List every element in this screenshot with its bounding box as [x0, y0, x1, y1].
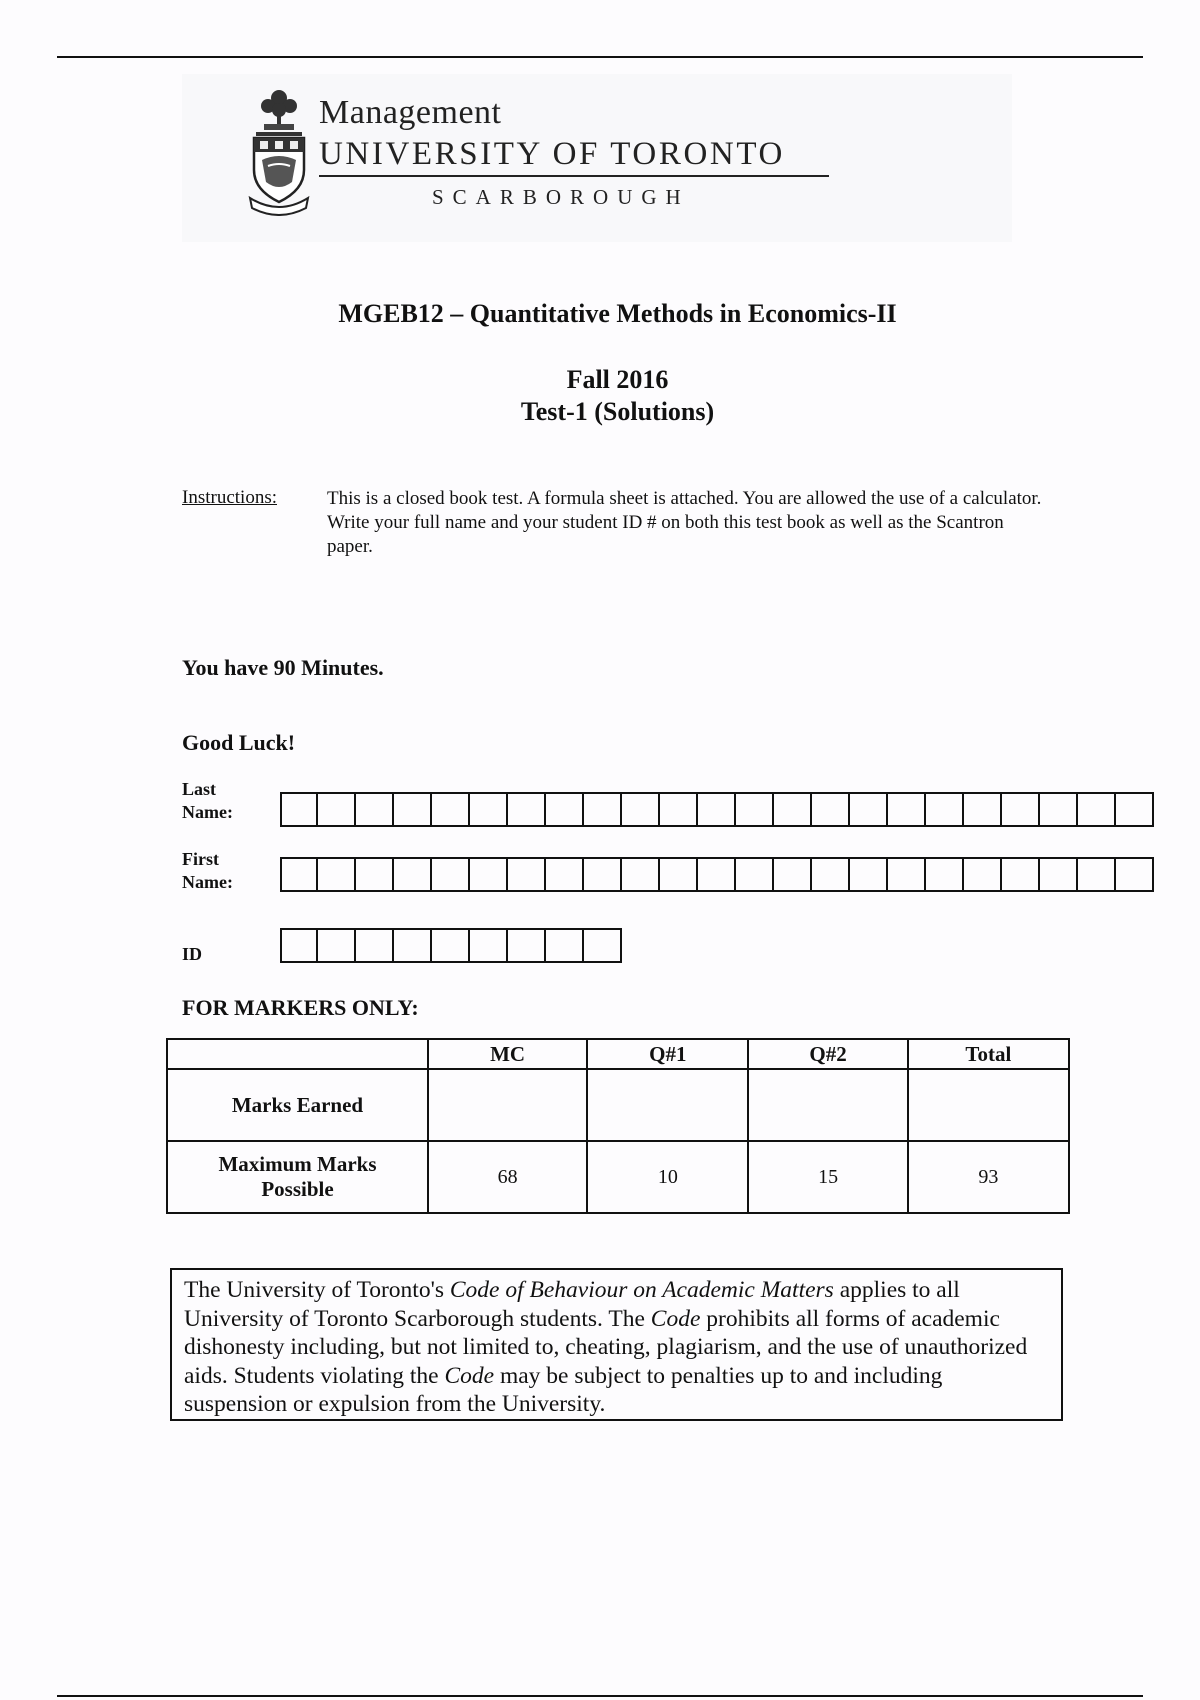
marks-earned-label: Marks Earned [167, 1069, 428, 1141]
first-name-char-box[interactable] [394, 857, 432, 892]
marks-header-row [167, 1039, 1069, 1069]
first-name-char-box[interactable] [774, 857, 812, 892]
top-rule [57, 56, 1143, 58]
id-char-box[interactable] [318, 928, 356, 963]
first-name-char-box[interactable] [1002, 857, 1040, 892]
last-name-char-box[interactable] [736, 792, 774, 827]
last-name-char-box[interactable] [888, 792, 926, 827]
first-name-boxes[interactable] [280, 857, 1154, 892]
first-name-label: First Name: [182, 849, 233, 892]
first-name-char-box[interactable] [926, 857, 964, 892]
marks-earned-mc[interactable] [428, 1069, 587, 1141]
id-char-box[interactable] [470, 928, 508, 963]
first-name-char-box[interactable] [1116, 857, 1154, 892]
first-name-char-box[interactable] [812, 857, 850, 892]
last-name-char-box[interactable] [546, 792, 584, 827]
term: Fall 2016 [566, 365, 669, 394]
first-name-char-box[interactable] [318, 857, 356, 892]
last-name-char-box[interactable] [964, 792, 1002, 827]
last-name-char-box[interactable] [926, 792, 964, 827]
course-title: MGEB12 – Quantitative Methods in Economics-II [338, 299, 897, 328]
marks-table [166, 1038, 1070, 1214]
first-name-char-box[interactable] [282, 857, 318, 892]
first-name-char-box[interactable] [584, 857, 622, 892]
first-name-char-box[interactable] [888, 857, 926, 892]
first-name-char-box[interactable] [508, 857, 546, 892]
instructions-label: Instructions: [182, 487, 277, 508]
first-name-char-box[interactable] [850, 857, 888, 892]
last-name-char-box[interactable] [622, 792, 660, 827]
last-name-char-box[interactable] [1116, 792, 1154, 827]
max-marks-q1: 10 [587, 1141, 748, 1213]
id-char-box[interactable] [356, 928, 394, 963]
marks-header-blank [167, 1039, 428, 1069]
last-name-char-box[interactable] [1040, 792, 1078, 827]
code-of-behaviour-notice: The University of Toronto's Code of Behaviour on Academic Matters applies to all University of Toronto Scarborough students. The Code prohibits all forms of academic dishonesty including, but not limited to, cheating, plagiarism, and the use of unauthorized aids. Students violating the Code may be subject to penalties up to and including suspension or expulsion from the University. [170, 1268, 1063, 1421]
instructions-line-1: This is a closed book test. A formula sheet is attached. You are allowed the use of a calculator. [327, 488, 1042, 509]
first-name-char-box[interactable] [470, 857, 508, 892]
first-name-char-box[interactable] [356, 857, 394, 892]
bottom-rule [57, 1695, 1143, 1697]
first-name-char-box[interactable] [1078, 857, 1116, 892]
logo-campus: SCARBOROUGH [432, 185, 690, 209]
id-char-box[interactable] [394, 928, 432, 963]
id-char-box[interactable] [432, 928, 470, 963]
id-char-box[interactable] [546, 928, 584, 963]
last-name-char-box[interactable] [1078, 792, 1116, 827]
first-name-char-box[interactable] [698, 857, 736, 892]
last-name-char-box[interactable] [394, 792, 432, 827]
last-name-char-box[interactable] [584, 792, 622, 827]
id-char-box[interactable] [282, 928, 318, 963]
student-id-boxes[interactable] [280, 928, 622, 963]
id-char-box[interactable] [508, 928, 546, 963]
marks-header-q2: Q#2 [748, 1039, 907, 1069]
markers-title: FOR MARKERS ONLY: [182, 995, 419, 1020]
marks-earned-q2[interactable] [748, 1069, 907, 1141]
good-luck: Good Luck! [182, 730, 296, 755]
marks-earned-row [167, 1069, 1069, 1141]
last-name-char-box[interactable] [470, 792, 508, 827]
last-name-boxes[interactable] [280, 792, 1154, 827]
last-name-char-box[interactable] [850, 792, 888, 827]
max-marks-mc: 68 [428, 1141, 587, 1213]
marks-header-total: Total [908, 1039, 1069, 1069]
instructions-line-2: Write your full name and your student ID # on both this test book as well as the Scantron paper. [327, 512, 1004, 557]
last-name-char-box[interactable] [1002, 792, 1040, 827]
university-crest-icon [248, 86, 310, 216]
last-name-char-box[interactable] [508, 792, 546, 827]
first-name-char-box[interactable] [736, 857, 774, 892]
test-name: Test-1 (Solutions) [520, 397, 715, 426]
last-name-char-box[interactable] [660, 792, 698, 827]
id-label: ID [182, 944, 203, 964]
marks-earned-q1[interactable] [587, 1069, 748, 1141]
university-logo [319, 96, 829, 210]
first-name-char-box[interactable] [432, 857, 470, 892]
first-name-char-box[interactable] [660, 857, 698, 892]
marks-earned-total[interactable] [908, 1069, 1069, 1141]
marks-header-q1: Q#1 [587, 1039, 748, 1069]
first-name-char-box[interactable] [964, 857, 1002, 892]
time-note: You have 90 Minutes. [182, 655, 384, 680]
last-name-char-box[interactable] [318, 792, 356, 827]
id-char-box[interactable] [584, 928, 622, 963]
logo-university-name: UNIVERSITY OF TORONTO [319, 138, 829, 177]
first-name-char-box[interactable] [622, 857, 660, 892]
last-name-char-box[interactable] [356, 792, 394, 827]
max-marks-q2: 15 [748, 1141, 907, 1213]
last-name-char-box[interactable] [812, 792, 850, 827]
max-marks-row [167, 1141, 1069, 1213]
last-name-char-box[interactable] [774, 792, 812, 827]
logo-management: Management [319, 94, 502, 131]
max-marks-label: Maximum Marks Possible [167, 1141, 428, 1213]
last-name-char-box[interactable] [432, 792, 470, 827]
instructions-text [327, 487, 1047, 559]
last-name-char-box[interactable] [282, 792, 318, 827]
max-marks-total: 93 [908, 1141, 1069, 1213]
first-name-char-box[interactable] [546, 857, 584, 892]
last-name-char-box[interactable] [698, 792, 736, 827]
last-name-label: Last Name: [182, 779, 233, 822]
marks-header-mc: MC [428, 1039, 587, 1069]
first-name-char-box[interactable] [1040, 857, 1078, 892]
